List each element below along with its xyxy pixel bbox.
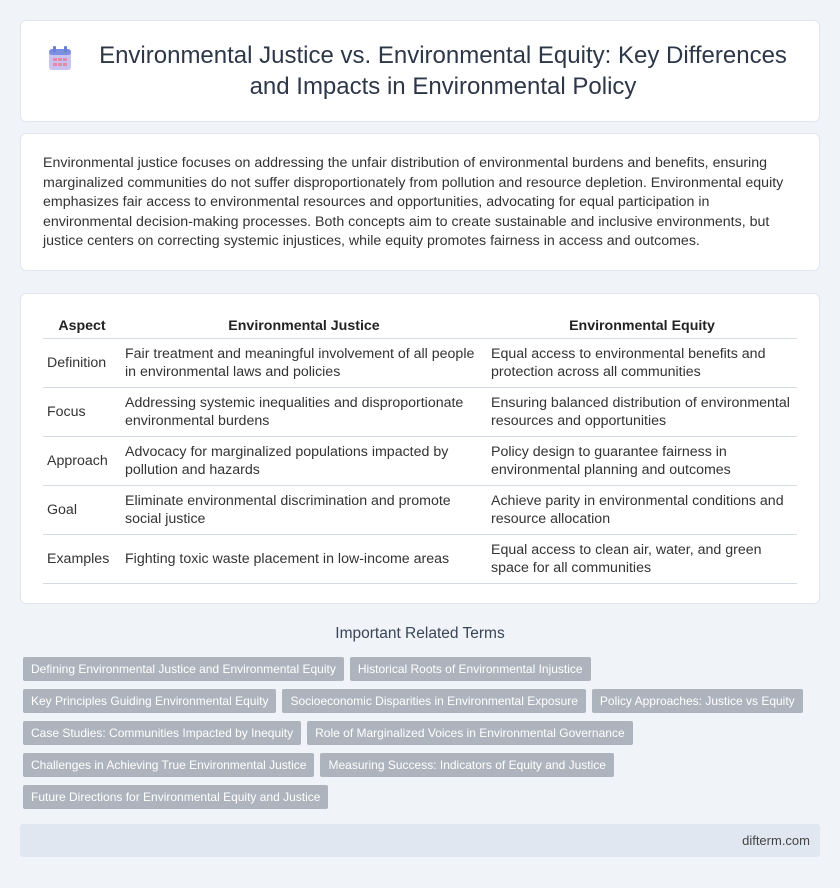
equity-cell: Achieve parity in environmental conditions and resource allocation — [487, 486, 797, 535]
equity-cell: Equal access to clean air, water, and green space for all communities — [487, 535, 797, 584]
equity-cell: Ensuring balanced distribution of environmental resources and opportunities — [487, 388, 797, 437]
related-term-tag[interactable]: Future Directions for Environmental Equity and Justice — [23, 785, 328, 809]
related-terms-heading: Important Related Terms — [335, 625, 505, 642]
document-icon — [47, 46, 73, 72]
justice-cell: Addressing systemic inequalities and disproportionate environmental burdens — [121, 388, 487, 437]
justice-cell: Fighting toxic waste placement in low-income areas — [121, 535, 487, 584]
comparison-table-card — [20, 293, 820, 604]
comparison-table — [43, 310, 797, 584]
justice-cell: Eliminate environmental discrimination and promote social justice — [121, 486, 487, 535]
column-header: Environmental Justice — [121, 310, 487, 339]
related-term-tag[interactable]: Challenges in Achieving True Environmental Justice — [23, 753, 314, 777]
related-term-tag[interactable]: Measuring Success: Indicators of Equity and Justice — [320, 753, 613, 777]
column-header: Aspect — [43, 310, 121, 339]
table-header-row — [43, 310, 797, 339]
table-row — [43, 535, 797, 584]
equity-cell: Policy design to guarantee fairness in environmental planning and outcomes — [487, 437, 797, 486]
table-row — [43, 339, 797, 388]
intro-text: Environmental justice focuses on addressing the unfair distribution of environmental burdens and benefits, ensuring marginalized communities do not suffer disproportionately from pollution and resource depletion. Environmental equity emphasizes fair access to environmental resources and opportunities, advocating for equal participation in environmental decision-making processes. Both concepts aim to create sustainable and inclusive environments, but justice centers on correcting systemic injustices, while equity promotes fairness in access and outcomes. — [43, 155, 784, 250]
related-term-tag[interactable]: Role of Marginalized Voices in Environmental Governance — [307, 721, 633, 745]
related-term-tag[interactable]: Defining Environmental Justice and Environmental Equity — [23, 657, 344, 681]
related-term-tag[interactable]: Policy Approaches: Justice vs Equity — [592, 689, 803, 713]
site-link[interactable]: difterm.com — [742, 833, 810, 848]
related-terms-list — [23, 657, 823, 817]
intro-card — [20, 133, 820, 271]
justice-cell: Advocacy for marginalized populations impacted by pollution and hazards — [121, 437, 487, 486]
page-title: Environmental Justice vs. Environmental Equity: Key Differences and Impacts in Environmental Policy — [99, 42, 787, 100]
aspect-cell: Examples — [43, 535, 121, 584]
table-row — [43, 486, 797, 535]
related-term-tag[interactable]: Socioeconomic Disparities in Environmental Exposure — [282, 689, 585, 713]
related-term-tag[interactable]: Historical Roots of Environmental Injustice — [350, 657, 591, 681]
aspect-cell: Focus — [43, 388, 121, 437]
related-term-tag[interactable]: Key Principles Guiding Environmental Equity — [23, 689, 276, 713]
aspect-cell: Approach — [43, 437, 121, 486]
header-card — [20, 20, 820, 122]
footer — [20, 824, 820, 857]
table-row — [43, 388, 797, 437]
table-row — [43, 437, 797, 486]
aspect-cell: Definition — [43, 339, 121, 388]
column-header: Environmental Equity — [487, 310, 797, 339]
related-term-tag[interactable]: Case Studies: Communities Impacted by Inequity — [23, 721, 301, 745]
justice-cell: Fair treatment and meaningful involvement of all people in environmental laws and policies — [121, 339, 487, 388]
equity-cell: Equal access to environmental benefits and protection across all communities — [487, 339, 797, 388]
aspect-cell: Goal — [43, 486, 121, 535]
